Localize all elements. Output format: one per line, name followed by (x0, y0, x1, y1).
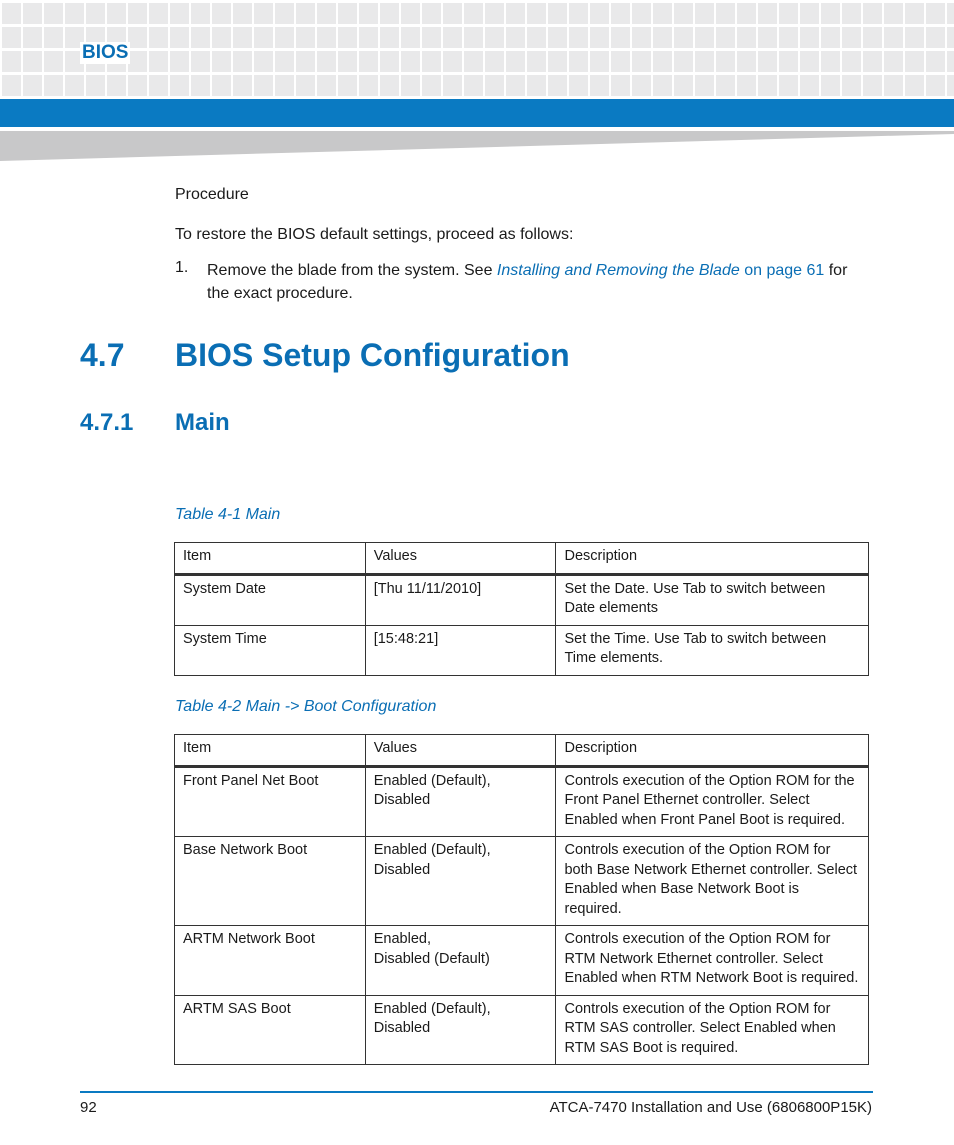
header-cell-values: Values (365, 735, 556, 767)
table-header-row (175, 735, 869, 767)
section-number: 4.7 (80, 337, 125, 373)
cell-values: Enabled (Default), Disabled (365, 995, 556, 1065)
cross-reference-link[interactable]: Installing and Removing the Blade (496, 262, 740, 279)
cell-values: Enabled, Disabled (Default) (365, 926, 556, 996)
section-title: BIOS Setup Configuration (175, 337, 570, 373)
cell-item: ARTM SAS Boot (175, 995, 366, 1065)
running-header-title: BIOS (82, 42, 129, 63)
step-text-after: for the exact procedure. (207, 262, 848, 302)
cell-values: Enabled (Default), Disabled (365, 766, 556, 837)
table2-caption: Table 4-2 Main -> Boot Configuration (175, 698, 437, 715)
table-main (174, 542, 869, 676)
page-reference-link[interactable]: on page 61 (739, 262, 825, 279)
header-blue-bar (0, 99, 954, 127)
cell-item: Base Network Boot (175, 837, 366, 926)
table-header-row (175, 543, 869, 575)
cell-values: [15:48:21] (365, 625, 556, 675)
table1-caption: Table 4-1 Main (175, 506, 281, 523)
table-boot-configuration (174, 734, 869, 1065)
cell-description: Set the Date. Use Tab to switch between Date elements (556, 574, 869, 625)
cell-values: [Thu 11/11/2010] (365, 574, 556, 625)
table-row (175, 574, 869, 625)
header-gray-wedge (0, 131, 954, 165)
table-row (175, 926, 869, 996)
table-row (175, 995, 869, 1065)
header-cell-item: Item (175, 543, 366, 575)
cell-description: Controls execution of the Option ROM for both Base Network Ethernet controller. Select Enabled when Base Network Boot is required. (556, 837, 869, 926)
cell-item: System Time (175, 625, 366, 675)
table-row (175, 837, 869, 926)
cell-values: Enabled (Default), Disabled (365, 837, 556, 926)
step-number: 1. (175, 259, 189, 276)
subsection-number: 4.7.1 (80, 409, 134, 436)
cell-item: Front Panel Net Boot (175, 766, 366, 837)
step-text-before: Remove the blade from the system. See (207, 262, 497, 279)
cell-item: System Date (175, 574, 366, 625)
intro-paragraph: To restore the BIOS default settings, proceed as follows: (175, 226, 574, 243)
header-pattern (0, 0, 954, 96)
step-text (207, 259, 867, 305)
table-row (175, 625, 869, 675)
table-row (175, 766, 869, 837)
cell-description: Controls execution of the Option ROM for the Front Panel Ethernet controller. Select Enabled when Front Panel Boot is required. (556, 766, 869, 837)
cell-description: Controls execution of the Option ROM for RTM Network Ethernet controller. Select Enabled when RTM Network Boot is required. (556, 926, 869, 996)
document-title: ATCA-7470 Installation and Use (6806800P15K) (549, 1099, 872, 1116)
cell-description: Controls execution of the Option ROM for RTM SAS controller. Select Enabled when RTM SAS Boot is required. (556, 995, 869, 1065)
procedure-label: Procedure (175, 186, 249, 203)
header-cell-description: Description (556, 735, 869, 767)
header-cell-values: Values (365, 543, 556, 575)
page-number: 92 (80, 1099, 97, 1116)
cell-description: Set the Time. Use Tab to switch between Time elements. (556, 625, 869, 675)
header-cell-item: Item (175, 735, 366, 767)
cell-item: ARTM Network Boot (175, 926, 366, 996)
subsection-title: Main (175, 409, 230, 436)
header-cell-description: Description (556, 543, 869, 575)
footer-rule (80, 1091, 873, 1093)
